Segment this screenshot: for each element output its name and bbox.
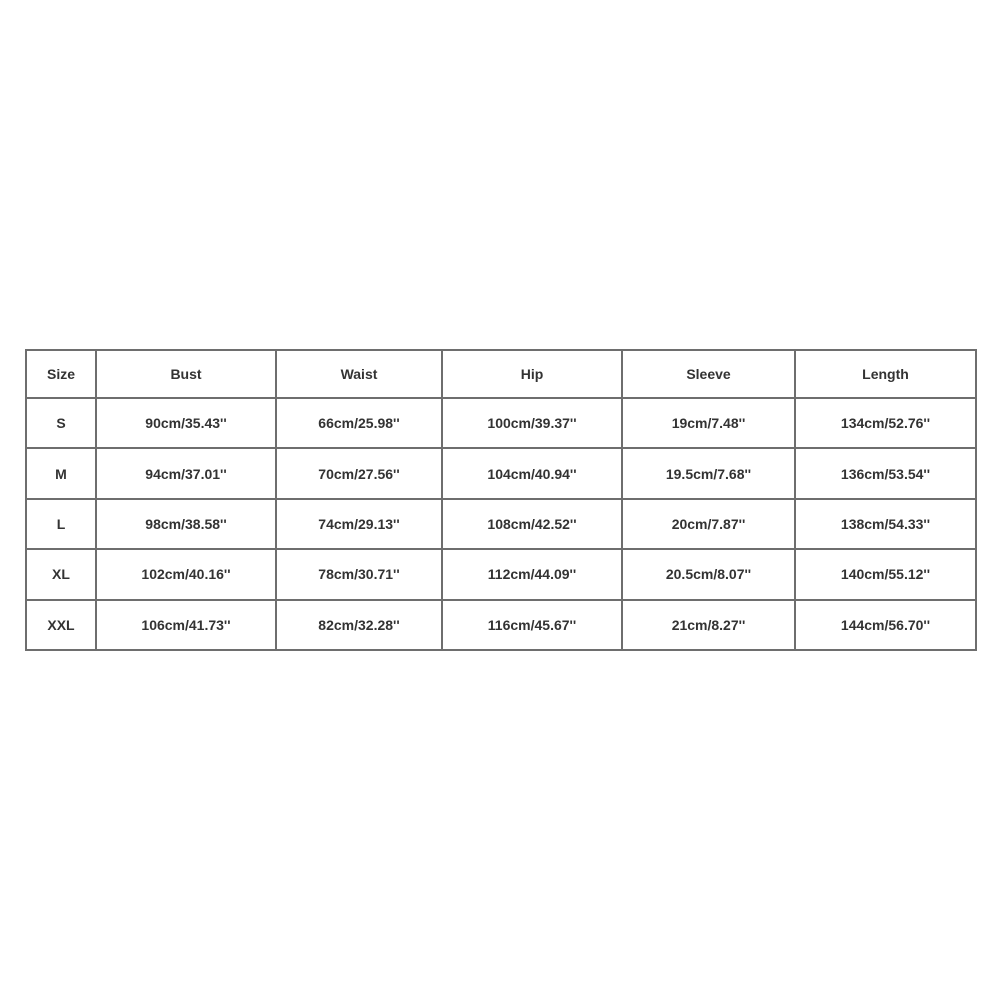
size-cell: S bbox=[26, 398, 96, 448]
header-size: Size bbox=[26, 350, 96, 398]
sleeve-cell: 21cm/8.27'' bbox=[622, 600, 795, 650]
table-row bbox=[26, 499, 976, 549]
size-cell: XXL bbox=[26, 600, 96, 650]
table-row bbox=[26, 398, 976, 448]
hip-cell: 112cm/44.09'' bbox=[442, 549, 622, 599]
size-cell: M bbox=[26, 448, 96, 498]
sleeve-cell: 20cm/7.87'' bbox=[622, 499, 795, 549]
hip-cell: 100cm/39.37'' bbox=[442, 398, 622, 448]
waist-cell: 74cm/29.13'' bbox=[276, 499, 442, 549]
header-bust: Bust bbox=[96, 350, 276, 398]
bust-cell: 98cm/38.58'' bbox=[96, 499, 276, 549]
hip-cell: 108cm/42.52'' bbox=[442, 499, 622, 549]
bust-cell: 94cm/37.01'' bbox=[96, 448, 276, 498]
table-row bbox=[26, 448, 976, 498]
size-cell: XL bbox=[26, 549, 96, 599]
header-waist: Waist bbox=[276, 350, 442, 398]
bust-cell: 90cm/35.43'' bbox=[96, 398, 276, 448]
hip-cell: 116cm/45.67'' bbox=[442, 600, 622, 650]
table-row bbox=[26, 549, 976, 599]
waist-cell: 78cm/30.71'' bbox=[276, 549, 442, 599]
header-sleeve: Sleeve bbox=[622, 350, 795, 398]
header-row bbox=[26, 350, 976, 398]
waist-cell: 82cm/32.28'' bbox=[276, 600, 442, 650]
waist-cell: 70cm/27.56'' bbox=[276, 448, 442, 498]
length-cell: 134cm/52.76'' bbox=[795, 398, 976, 448]
waist-cell: 66cm/25.98'' bbox=[276, 398, 442, 448]
bust-cell: 106cm/41.73'' bbox=[96, 600, 276, 650]
header-length: Length bbox=[795, 350, 976, 398]
bust-cell: 102cm/40.16'' bbox=[96, 549, 276, 599]
length-cell: 136cm/53.54'' bbox=[795, 448, 976, 498]
size-cell: L bbox=[26, 499, 96, 549]
size-chart-table bbox=[25, 349, 977, 651]
sleeve-cell: 19cm/7.48'' bbox=[622, 398, 795, 448]
sleeve-cell: 20.5cm/8.07'' bbox=[622, 549, 795, 599]
table-row bbox=[26, 600, 976, 650]
sleeve-cell: 19.5cm/7.68'' bbox=[622, 448, 795, 498]
length-cell: 140cm/55.12'' bbox=[795, 549, 976, 599]
length-cell: 144cm/56.70'' bbox=[795, 600, 976, 650]
length-cell: 138cm/54.33'' bbox=[795, 499, 976, 549]
hip-cell: 104cm/40.94'' bbox=[442, 448, 622, 498]
header-hip: Hip bbox=[442, 350, 622, 398]
